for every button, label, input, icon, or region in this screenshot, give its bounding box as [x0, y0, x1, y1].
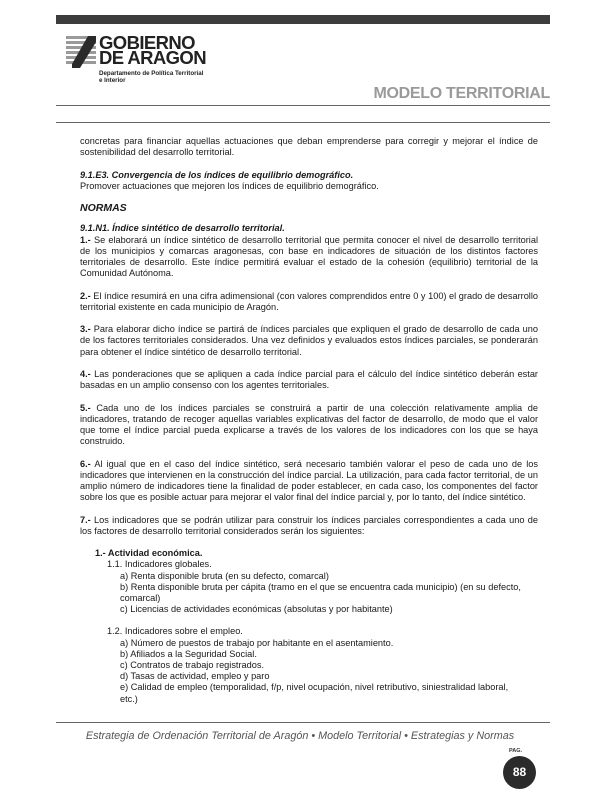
header-rule-2 — [56, 122, 550, 123]
intro-paragraph: concretas para financiar aquellas actuaciones que deban emprenderse para corregir y mejorar el índice de sostenibilidad del desarrollo territorial. — [80, 136, 538, 158]
document-body — [80, 136, 538, 705]
logo-line1: GOBIERNO — [99, 32, 195, 53]
logo-subtitle-1: Departamento de Política Territorial — [99, 70, 204, 77]
list-item: a) Número de puestos de trabajo por habitante en el asentamiento. — [120, 637, 394, 648]
p5-number: 5.- — [80, 402, 91, 413]
p1-text: Se elaborará un índice sintético de desarrollo territorial que permita conocer el nivel de desarrollo territorial de los municipios y comarcas aragonesas, con base en indicadores de situación de los distintos factores territoriales de desarrollo. Este índice permitirá evaluar el estado de la cohesión (equilibrio) territorial de la Comunidad Autónoma. — [80, 234, 538, 279]
top-bar — [56, 15, 550, 24]
paragraph-1 — [80, 235, 538, 280]
normas-heading: NORMAS — [80, 202, 127, 215]
paragraph-4 — [80, 369, 538, 391]
p7-text: Los indicadores que se podrán utilizar para construir los índices parciales correspondientes a cada uno de los factores de desarrollo territorial considerados serán los siguientes: — [80, 514, 538, 536]
logo — [66, 34, 246, 96]
paragraph-3 — [80, 324, 538, 358]
logo-subtitle-2: e Interior — [99, 77, 126, 84]
p7-number: 7.- — [80, 514, 91, 525]
paragraph-5 — [80, 403, 538, 448]
list-item: d) Tasas de actividad, empleo y paro — [120, 671, 270, 682]
e3-text: Promover actuaciones que mejoren los índices de equilibrio demográfico. — [80, 180, 379, 191]
list-item: a) Renta disponible bruta (en su defecto, comarcal) — [120, 570, 329, 581]
p4-number: 4.- — [80, 368, 91, 379]
p2-number: 2.- — [80, 290, 91, 301]
list-item: b) Renta disponible bruta per cápita (tramo en el que se encuentra cada municipio) (en su defecto, — [120, 581, 521, 592]
aragon-emblem-icon — [66, 36, 96, 68]
list-item: comarcal) — [120, 592, 161, 603]
paragraph-7 — [80, 515, 538, 537]
list-item: c) Contratos de trabajo registrados. — [120, 660, 265, 670]
list-item: etc.) — [120, 693, 138, 704]
list-item: e) Calidad de empleo (temporalidad, f/p, nivel ocupación, nivel retributivo, siniestralidad laboral, — [120, 682, 509, 693]
p6-text: Al igual que en el caso del índice sintético, será necesario también valorar el peso de cada uno de los indicadores que intervienen en la construcción del índice parcial. La utilización, para cada factor territorial, de un amplio número de indicadores tiene la finalidad de poder establecer, en cada caso, los componentes del factor sobre los que es posible actuar para mejorar el valor final del índice parcial y, por lo tanto, del índice sintético. — [80, 458, 538, 503]
list-item: c) Licencias de actividades económicas (absolutas y por habitante) — [120, 604, 393, 615]
indicator-list — [80, 548, 538, 705]
p6-number: 6.- — [80, 458, 91, 469]
page-number: 88 — [503, 756, 536, 789]
list-heading-1: 1.- Actividad económica. — [95, 548, 203, 559]
header-rule — [56, 105, 550, 106]
footer-text: Estrategia de Ordenación Territorial de Aragón • Modelo Territorial • Estrategias y Normas — [85, 730, 515, 742]
p1-number: 1.- — [80, 234, 91, 245]
strategy-e3 — [80, 170, 538, 192]
logo-line2: DE ARAGON — [99, 47, 206, 68]
footer-rule — [56, 722, 550, 723]
paragraph-2 — [80, 291, 538, 313]
n1-title: 9.1.N1. Índice sintético de desarrollo territorial. — [80, 223, 285, 234]
p5-text: Cada uno de los índices parciales se construirá a partir de una colección relativamente amplia de indicadores, tratando de recoger aquellas variables explicativas del factor de desarrollo, de modo que el valor que tome el índice parcial pueda explicarse a través de los valores de los indicadores con los que se haya construido. — [80, 402, 538, 447]
p3-text: Para elaborar dicho índice se partirá de índices parciales que expliquen el grado de desarrollo de cada uno de los factores territoriales considerados. Una vez definidos y evaluados estos índices parciales, se ponderarán para obtener el índice sintético de desarrollo territorial. — [80, 324, 538, 357]
p3-number: 3.- — [80, 324, 91, 335]
p4-text: Las ponderaciones que se apliquen a cada índice parcial para el cálculo del índice sintético deberán estar basadas en un amplio consenso con los agentes territoriales. — [80, 368, 538, 391]
list-item: b) Afiliados a la Seguridad Social. — [120, 648, 257, 659]
e3-title: 9.1.E3. Convergencia de los índices de equilibrio demográfico. — [80, 169, 354, 180]
p2-text: El índice resumirá en una cifra adimensional (con valores comprendidos entre 0 y 100) el grado de desarrollo territorial existente en cada municipio de Aragón. — [80, 290, 538, 312]
page-label: PAG. — [509, 748, 523, 754]
paragraph-6 — [80, 459, 538, 504]
section-title: MODELO TERRITORIAL — [373, 85, 550, 102]
list-heading-1-2: 1.2. Indicadores sobre el empleo. — [107, 626, 243, 637]
list-heading-1-1: 1.1. Indicadores globales. — [107, 559, 212, 570]
